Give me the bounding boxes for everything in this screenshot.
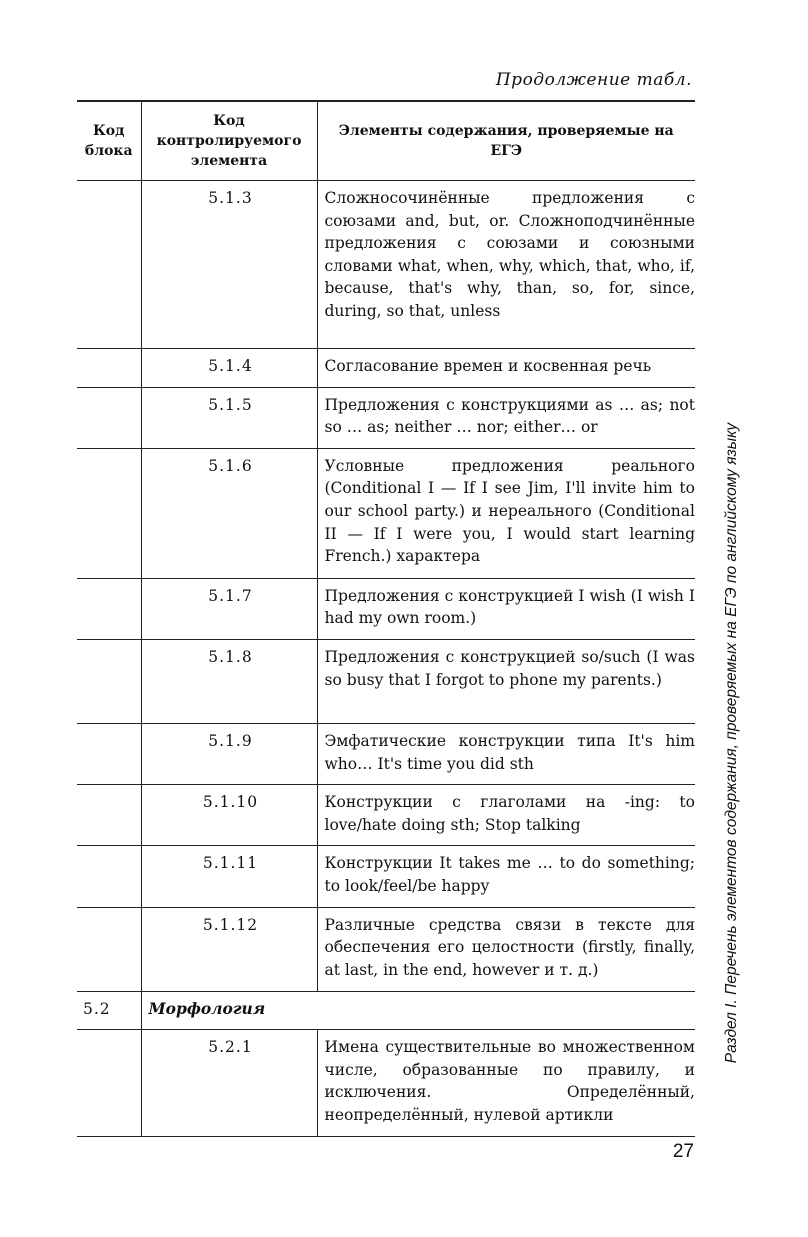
block-code-cell	[77, 448, 141, 578]
block-code-cell	[77, 349, 141, 388]
table-header-row	[77, 101, 695, 181]
side-title-text: Раздел I. Перечень элементов содержания, проверяемых на ЕГЭ по английскому языку	[723, 422, 740, 1064]
block-code-cell	[77, 181, 141, 349]
table-row	[77, 723, 695, 784]
element-code: 5.1.4	[141, 349, 317, 388]
side-running-title	[720, 333, 744, 1153]
content-elements-table	[77, 100, 695, 1137]
element-code: 5.2.1	[141, 1030, 317, 1136]
table-row	[77, 349, 695, 388]
table-row	[77, 181, 695, 349]
element-code: 5.1.3	[141, 181, 317, 349]
element-description: Имена существительные во множественном числе, образованные по правилу, и исключения. Определённый, неопределённый, нулевой артикли	[317, 1030, 695, 1136]
section-title: Морфология	[141, 991, 695, 1030]
block-code-cell	[77, 639, 141, 723]
page-number: 27	[672, 1141, 694, 1162]
block-code-cell	[77, 723, 141, 784]
table-row	[77, 578, 695, 639]
continuation-label: Продолжение табл.	[495, 70, 692, 90]
table-row	[77, 387, 695, 448]
element-description: Согласование времен и косвенная речь	[317, 349, 695, 388]
block-code-cell	[77, 578, 141, 639]
column-header-block-code: Код блока	[77, 101, 141, 181]
block-code-cell	[77, 785, 141, 846]
element-code: 5.1.5	[141, 387, 317, 448]
block-code: 5.2	[77, 991, 141, 1030]
element-description: Предложения с конструкциями as … as; not so … as; neither … nor; either… or	[317, 387, 695, 448]
element-description: Эмфатические конструкции типа It's him who… It's time you did sth	[317, 723, 695, 784]
element-description: Конструкции It takes me … to do something; to look/feel/be happy	[317, 846, 695, 907]
table-row	[77, 639, 695, 723]
table-row	[77, 846, 695, 907]
element-code: 5.1.12	[141, 907, 317, 991]
element-description: Сложносочинённые предложения с союзами and, but, or. Сложноподчинённые предложения с союзами и союзными словами what, when, why, which, that, who, if, because, that's why, than, so, for, since, during, so that, unless	[317, 181, 695, 349]
block-code-cell	[77, 846, 141, 907]
column-header-element-code: Код контролируемого элемента	[141, 101, 317, 181]
element-code: 5.1.6	[141, 448, 317, 578]
element-description: Конструкции с глаголами на -ing: to love/hate doing sth; Stop talking	[317, 785, 695, 846]
element-code: 5.1.10	[141, 785, 317, 846]
element-code: 5.1.9	[141, 723, 317, 784]
block-code-cell	[77, 907, 141, 991]
table-row	[77, 1030, 695, 1136]
element-code: 5.1.11	[141, 846, 317, 907]
element-description: Различные средства связи в тексте для обеспечения его целостности (firstly, finally, at last, in the end, however и т. д.)	[317, 907, 695, 991]
element-description: Предложения с конструкцией I wish (I wish I had my own room.)	[317, 578, 695, 639]
block-code-cell	[77, 1030, 141, 1136]
block-code-cell	[77, 387, 141, 448]
element-description: Условные предложения реального (Conditional I — If I see Jim, I'll invite him to our school party.) и нереального (Conditional II — If I were you, I would start learning French.) характера	[317, 448, 695, 578]
column-header-content: Элементы содержания, проверяемые на ЕГЭ	[317, 101, 695, 181]
element-code: 5.1.8	[141, 639, 317, 723]
element-code: 5.1.7	[141, 578, 317, 639]
section-row	[77, 991, 695, 1030]
table-row	[77, 448, 695, 578]
element-description: Предложения с конструкцией so/such (I was so busy that I forgot to phone my parents.)	[317, 639, 695, 723]
table-row	[77, 785, 695, 846]
table-row	[77, 907, 695, 991]
